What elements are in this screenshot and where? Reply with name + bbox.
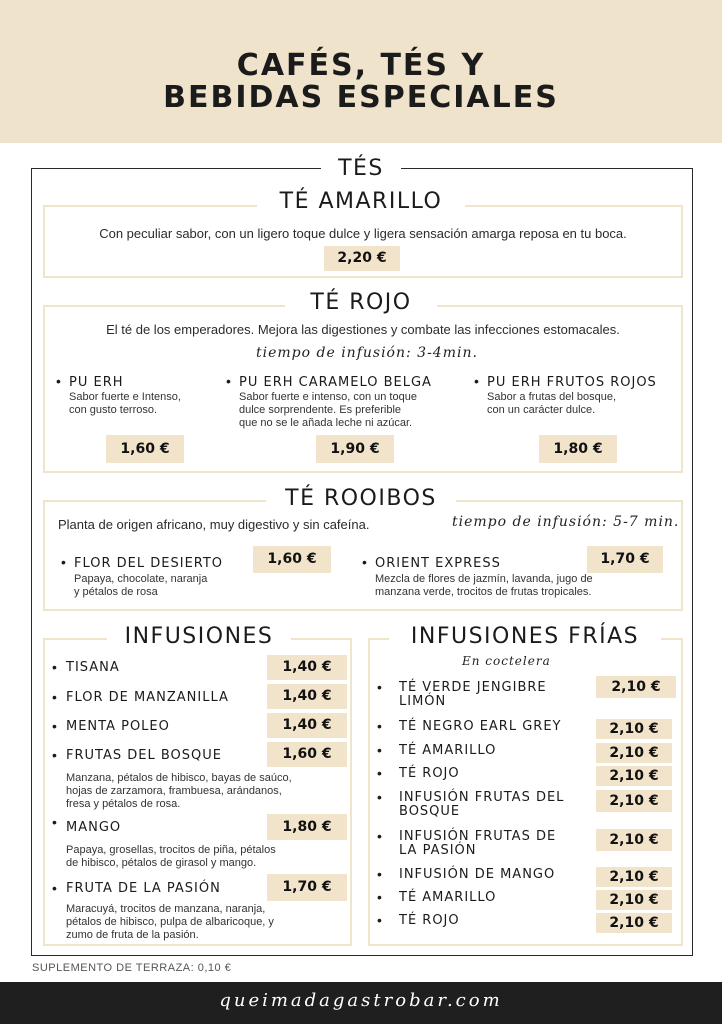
flor-del-desierto-desc-line: y pétalos de rosa: [74, 586, 158, 598]
flor-del-desierto-name: FLOR DEL DESIERTO: [74, 556, 224, 571]
mango-name: MANGO: [66, 820, 122, 835]
infusiones-frias-subtitle: En coctelera: [462, 654, 551, 668]
te-amarillo-frio-price: 2,10 €: [596, 743, 672, 763]
te-negro-earl-grey-name: TÉ NEGRO EARL GREY: [399, 719, 562, 734]
infusion-frutas-de-la-pasion-name-line2: LA PASIÓN: [399, 843, 477, 858]
orient-express-desc-line: Mezcla de flores de jazmín, lavanda, jugo de: [375, 573, 593, 585]
flor-del-desierto-price: 1,60 €: [253, 546, 331, 573]
frutas-del-bosque-desc-line: hojas de zarzamora, frambuesa, arándanos,: [66, 785, 282, 797]
te-amarillo-price: 2,20 €: [324, 246, 400, 271]
menta-poleo-name: MENTA POLEO: [66, 719, 170, 734]
flor-de-manzanilla-price: 1,40 €: [267, 684, 347, 709]
infusion-frutas-de-la-pasion-price: 2,10 €: [596, 829, 672, 851]
te-rooibos-infusion-time: tiempo de infusión: 5-7 min.: [452, 514, 680, 530]
bullet-dot: •: [377, 866, 382, 882]
frutas-del-bosque-name: FRUTAS DEL BOSQUE: [66, 748, 222, 763]
te-negro-earl-grey-price: 2,10 €: [596, 719, 672, 739]
tes-heading: TÉS: [321, 156, 401, 182]
infusion-frutas-de-la-pasion-name: INFUSIÓN FRUTAS DE: [399, 829, 557, 844]
fruta-de-la-pasion-name: FRUTA DE LA PASIÓN: [66, 881, 221, 896]
te-rojo-frio-price: 2,10 €: [596, 766, 672, 786]
page-title-line-1: CAFÉS, TÉS Y: [236, 48, 486, 83]
bullet-dot: •: [377, 765, 382, 781]
bullet-dot: •: [52, 718, 57, 734]
bullet-dot: •: [61, 554, 66, 570]
te-amarillo-frio-2-name: TÉ AMARILLO: [399, 890, 497, 905]
pu-erh-price: 1,60 €: [106, 435, 184, 463]
pu-erh-frutos-rojos-name: PU ERH FRUTOS ROJOS: [487, 375, 657, 390]
te-verde-jengibre-price: 2,10 €: [596, 676, 676, 698]
mango-price: 1,80 €: [267, 814, 347, 840]
fruta-de-la-pasion-desc-line: zumo de fruta de la pasión.: [66, 929, 199, 941]
mango-desc-line: de hibisco, pétalos de girasol y mango.: [66, 857, 257, 869]
orient-express-name: ORIENT EXPRESS: [375, 556, 501, 571]
te-rojo-frio-2-name: TÉ ROJO: [399, 913, 460, 928]
fruta-de-la-pasion-desc-line: Maracuyá, trocitos de manzana, naranja,: [66, 903, 266, 915]
infusion-frutas-del-bosque-name-line2: BOSQUE: [399, 804, 461, 819]
bullet-dot: •: [377, 912, 382, 928]
pu-erh-frutos-rojos-desc-line: Sabor a frutas del bosque,: [487, 391, 617, 403]
tisana-price: 1,40 €: [267, 655, 347, 680]
bullet-dot: •: [377, 889, 382, 905]
fruta-de-la-pasion-desc-line: pétalos de hibisco, pulpa de albaricoque, y: [66, 916, 274, 928]
infusiones-heading: INFUSIONES: [107, 624, 291, 650]
flor-del-desierto-desc-line: Papaya, chocolate, naranja: [74, 573, 208, 585]
infusion-de-mango-price: 2,10 €: [596, 867, 672, 887]
te-amarillo-frio-2-price: 2,10 €: [596, 890, 672, 910]
menta-poleo-price: 1,40 €: [267, 713, 347, 738]
tisana-name: TISANA: [66, 660, 120, 675]
bullet-dot: •: [377, 718, 382, 734]
bullet-dot: •: [377, 789, 382, 805]
infusion-frutas-del-bosque-price: 2,10 €: [596, 790, 672, 812]
fruta-de-la-pasion-price: 1,70 €: [267, 874, 347, 901]
website-link[interactable]: queimadagastrobar.com: [219, 990, 503, 1011]
bullet-dot: •: [377, 679, 382, 695]
bullet-dot: •: [56, 373, 61, 389]
pu-erh-name: PU ERH: [69, 375, 124, 390]
te-amarillo-description: Con peculiar sabor, con un ligero toque dulce y ligera sensación amarga reposa en tu boca.: [99, 226, 627, 241]
te-amarillo-heading: TÉ AMARILLO: [257, 189, 465, 215]
supplement-note: SUPLEMENTO DE TERRAZA: 0,10 €: [32, 962, 232, 974]
frutas-del-bosque-desc-line: Manzana, pétalos de hibisco, bayas de saúco,: [66, 772, 292, 784]
pu-erh-caramelo-desc-line: Sabor fuerte e intenso, con un toque: [239, 391, 417, 403]
bullet-dot: •: [52, 659, 57, 675]
te-rojo-description: El té de los emperadores. Mejora las digestiones y combate las infecciones estomacales.: [106, 322, 620, 337]
pu-erh-frutos-rojos-desc-line: con un carácter dulce.: [487, 404, 596, 416]
te-rojo-infusion-time: tiempo de infusión: 3-4min.: [256, 345, 478, 361]
infusion-frutas-del-bosque-name: INFUSIÓN FRUTAS DEL: [399, 790, 565, 805]
pu-erh-desc-line: con gusto terroso.: [69, 404, 158, 416]
bullet-dot: •: [52, 689, 57, 705]
pu-erh-frutos-rojos-price: 1,80 €: [539, 435, 617, 463]
bullet-dot: •: [52, 814, 57, 830]
infusiones-frias-heading: INFUSIONES FRÍAS: [389, 624, 661, 650]
page-title-line-2: BEBIDAS ESPECIALES: [163, 80, 559, 115]
infusion-de-mango-name: INFUSIÓN DE MANGO: [399, 867, 556, 882]
bullet-dot: •: [377, 828, 382, 844]
pu-erh-caramelo-price: 1,90 €: [316, 435, 394, 463]
bullet-dot: •: [52, 880, 57, 896]
bullet-dot: •: [474, 373, 479, 389]
te-rojo-frio-name: TÉ ROJO: [399, 766, 460, 781]
pu-erh-caramelo-name: PU ERH CARAMELO BELGA: [239, 375, 432, 390]
te-rooibos-description: Planta de origen africano, muy digestivo y sin cafeína.: [58, 517, 370, 532]
frutas-del-bosque-price: 1,60 €: [267, 742, 347, 767]
pu-erh-caramelo-desc-line: que no se le añada leche ni azúcar.: [239, 417, 413, 429]
te-verde-jengibre-name: TÉ VERDE JENGIBRE: [399, 680, 547, 695]
te-amarillo-frio-name: TÉ AMARILLO: [399, 743, 497, 758]
flor-de-manzanilla-name: FLOR DE MANZANILLA: [66, 690, 229, 705]
te-verde-jengibre-name-line2: LIMÓN: [399, 694, 447, 709]
bullet-dot: •: [362, 554, 367, 570]
te-rooibos-heading: TÉ ROOIBOS: [266, 486, 456, 512]
bullet-dot: •: [377, 742, 382, 758]
footer-bar: [0, 982, 722, 1024]
pu-erh-desc-line: Sabor fuerte e Intenso,: [69, 391, 181, 403]
te-rojo-heading: TÉ ROJO: [285, 290, 437, 316]
bullet-dot: •: [226, 373, 231, 389]
orient-express-price: 1,70 €: [587, 546, 663, 573]
te-rojo-frio-2-price: 2,10 €: [596, 913, 672, 933]
bullet-dot: •: [52, 747, 57, 763]
orient-express-desc-line: manzana verde, trocitos de frutas tropicales.: [375, 586, 592, 598]
frutas-del-bosque-desc-line: fresa y pétalos de rosa.: [66, 798, 181, 810]
mango-desc-line: Papaya, grosellas, trocitos de piña, pétalos: [66, 844, 276, 856]
pu-erh-caramelo-desc-line: dulce sorprendente. Es preferible: [239, 404, 402, 416]
